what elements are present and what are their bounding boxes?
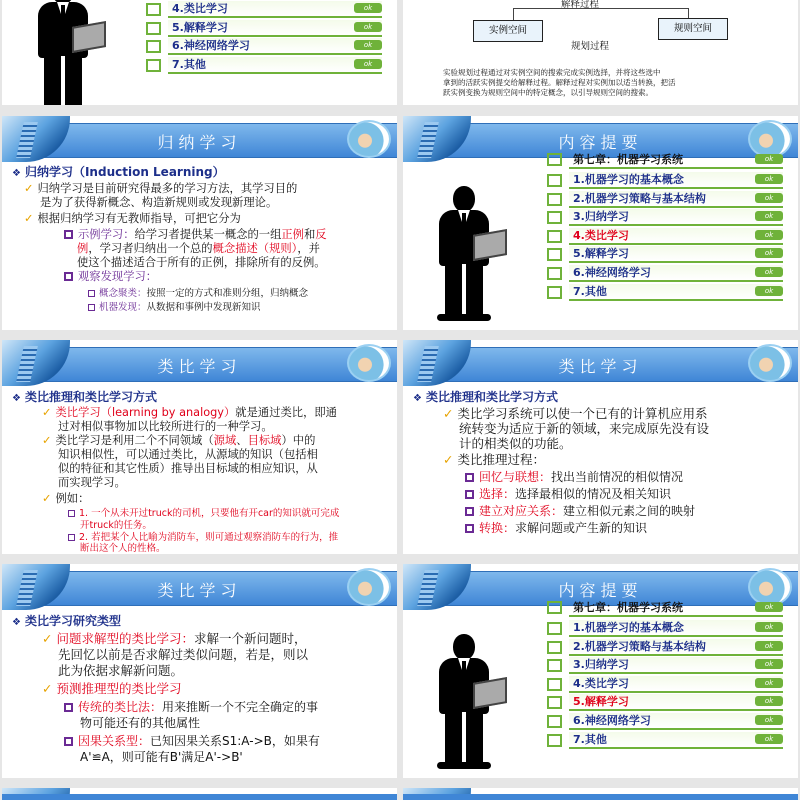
brand-icon: ok — [354, 40, 382, 50]
slide-induction — [2, 116, 397, 330]
heading: ❖ 归纳学习（Induction Learning） — [12, 165, 225, 179]
text-line: 例，学习者归纳出一个总的概念描述（规则），并 — [77, 242, 320, 255]
brand-icon: ok — [755, 678, 783, 688]
slide-analogy-1 — [2, 340, 397, 554]
slide-analogy-2 — [403, 340, 798, 554]
menu-item[interactable]: 4.类比学习 ok — [547, 675, 783, 694]
text-line: ✓ 类比推理过程： — [443, 452, 545, 467]
menu-item[interactable]: 6.神经网络学习 ok — [547, 264, 783, 283]
brand-icon: ok — [755, 622, 783, 632]
text-line: 似的特征和其它性质）推导出目标域的相应知识，从 — [58, 462, 318, 475]
chapter-heading: 第七章：机器学习系统 ok — [547, 598, 783, 618]
text-line: 物可能还有的其他属性 — [80, 716, 201, 730]
photo-icon — [748, 344, 792, 382]
menu-list — [146, 0, 382, 74]
slide-top-left — [2, 0, 397, 105]
text-line: 使这个描述适合于所有的正例，排除所有的反例。 — [77, 256, 326, 269]
menu-item[interactable]: 2.机器学习策略与基本结构 ok — [547, 190, 783, 209]
text-line: ✓ 根据归纳学习有无教师指导，可把它分为 — [24, 212, 241, 225]
text-line: 先回忆以前是否求解过类似问题，若是，则以 — [58, 647, 309, 662]
menu-item[interactable]: 7.其他 ok — [547, 283, 783, 302]
slide-menu-1 — [403, 116, 798, 330]
text-line: 观察发现学习： — [64, 270, 387, 284]
brand-icon: ok — [755, 641, 783, 651]
text-line: 转换：求解问题或产生新的知识 — [465, 521, 788, 535]
slide-title: 内容提要 — [558, 133, 643, 152]
brand-icon: ok — [354, 3, 382, 13]
text-line: 过对相似事物加以比较所进行的一种学习。 — [58, 420, 273, 433]
text-line: 知识相似性，可以通过类比，从源域的知识（包括相 — [58, 448, 318, 461]
brand-icon: ok — [755, 286, 783, 296]
text-line: ✓ 类比学习（learning by analogy）就是通过类比，即通 — [42, 406, 337, 419]
brand-icon: ok — [354, 59, 382, 69]
heading: ❖ 类比学习研究类型 — [12, 614, 121, 628]
text-line: ✓ 类比学习系统可以使一个已有的计算机应用系 — [443, 406, 708, 421]
menu-list — [547, 619, 783, 749]
text-line: 机器发现：从数据和事例中发现新知识 — [88, 302, 387, 314]
menu-item[interactable]: 4.类比学习 ok — [146, 0, 382, 19]
slide-bottom-left-partial — [2, 788, 397, 800]
brand-icon: ok — [755, 154, 783, 164]
slide-bottom-right-partial — [403, 788, 798, 800]
brand-icon: ok — [755, 230, 783, 240]
brand-icon: ok — [755, 193, 783, 203]
slide-title: 类比学习 — [558, 357, 643, 376]
menu-item[interactable]: 6.神经网络学习 ok — [146, 37, 382, 56]
brand-icon: ok — [755, 659, 783, 669]
instance-space-box: 实例空间 — [473, 20, 543, 42]
menu-item[interactable]: 7.其他 ok — [547, 731, 783, 750]
menu-list — [547, 171, 783, 301]
rule-space-box: 规则空间 — [658, 18, 728, 40]
brand-icon: ok — [755, 602, 783, 612]
menu-item[interactable]: 5.解释学习 ok — [547, 245, 783, 264]
text-line: 而实现学习。 — [58, 476, 126, 489]
text-line: 统转变为适应于新的领域，来完成原先没有设 — [459, 421, 710, 436]
photo-icon — [347, 120, 391, 158]
text-line: A'≌A，则可能有B'满足A'->B' — [80, 750, 243, 764]
photo-icon — [347, 344, 391, 382]
text-line: ✓ 问题求解型的类比学习：求解一个新问题时， — [42, 631, 307, 646]
text-line: 此为依据求解新问题。 — [58, 663, 184, 678]
slide-analogy-3 — [2, 564, 397, 778]
menu-item[interactable]: 1.机器学习的基本概念 ok — [547, 171, 783, 190]
brand-icon: ok — [755, 696, 783, 706]
slide-menu-2 — [403, 564, 798, 778]
brand-icon: ok — [755, 734, 783, 744]
example-line: 开truck的任务。 — [80, 520, 152, 531]
menu-item[interactable]: 3.归纳学习 ok — [547, 208, 783, 227]
heading: ❖ 类比推理和类比学习方式 — [413, 390, 558, 404]
text-line: 示例学习：给学习者提供某一概念的一组正例和反 — [64, 228, 387, 242]
text-line: ✓ 预测推理型的类比学习 — [42, 681, 182, 696]
menu-item-active[interactable]: 5.解释学习 ok — [547, 693, 783, 712]
chapter-heading: 第七章：机器学习系统 ok — [547, 150, 783, 170]
brand-icon: ok — [755, 248, 783, 258]
menu-item[interactable]: 1.机器学习的基本概念 ok — [547, 619, 783, 638]
text-line: 回忆与联想：找出当前情况的相似情况 — [465, 470, 788, 484]
slide-title: 类比学习 — [157, 581, 242, 600]
text-line: ✓ 例如： — [42, 492, 90, 505]
brand-icon: ok — [755, 267, 783, 277]
text-line: 因果关系型：已知因果关系S1:A->B，如果有 — [64, 734, 387, 748]
menu-item[interactable]: 3.归纳学习 ok — [547, 656, 783, 675]
brand-icon: ok — [755, 174, 783, 184]
text-line: ✓ 归纳学习是目前研究得最多的学习方法，其学习目的 — [24, 182, 298, 195]
brand-icon: ok — [755, 211, 783, 221]
slide-title: 内容提要 — [558, 581, 643, 600]
flow-bottom-label: 规划过程 — [571, 41, 610, 52]
brand-icon: ok — [755, 715, 783, 725]
text-line: ✓ 类比学习是利用二个不同领域（源域、目标域）中的 — [42, 434, 316, 447]
description: 实验规划过程通过对实例空间的搜索完成实例选择，并将这些选中 拿到的活跃实例提交给解释过程。解释过程对实例加以适当转换，把活 跃实例变换为规则空间中的特定概念，以引导规则空间的搜索。 — [443, 68, 676, 97]
menu-item[interactable]: 7.其他 ok — [146, 56, 382, 75]
menu-item[interactable]: 2.机器学习策略与基本结构 ok — [547, 638, 783, 657]
text-line: 建立对应关系：建立相似元素之间的映射 — [465, 504, 788, 518]
menu-item-active[interactable]: 4.类比学习 ok — [547, 227, 783, 246]
slide-title: 归纳学习 — [157, 133, 242, 152]
menu-item[interactable]: 5.解释学习 ok — [146, 19, 382, 38]
slide-top-right — [403, 0, 798, 105]
example-line: 1. 一个从未开过truck的司机，只要他有开car的知识就可完成 — [68, 508, 387, 520]
example-line: 2. 若把某个人比喻为消防车，则可通过观察消防车的行为，推 — [68, 532, 387, 544]
photo-icon — [347, 568, 391, 606]
text-line: 传统的类比法：用来推断一个不完全确定的事 — [64, 700, 387, 714]
brand-icon: ok — [354, 22, 382, 32]
menu-item[interactable]: 6.神经网络学习 ok — [547, 712, 783, 731]
text-line: 选择：选择最相似的情况及相关知识 — [465, 487, 788, 501]
example-line: 断出这个人的性格。 — [80, 543, 166, 554]
flow-top-label: 解释过程 — [561, 0, 600, 10]
slide-title: 类比学习 — [157, 357, 242, 376]
text-line: 计的相类似的功能。 — [459, 436, 572, 451]
text-line: 是为了获得新概念、构造新规则或发现新理论。 — [40, 196, 278, 209]
heading: ❖ 类比推理和类比学习方式 — [12, 390, 157, 404]
text-line: 概念聚类：按照一定的方式和准则分组，归纳概念 — [88, 288, 387, 300]
